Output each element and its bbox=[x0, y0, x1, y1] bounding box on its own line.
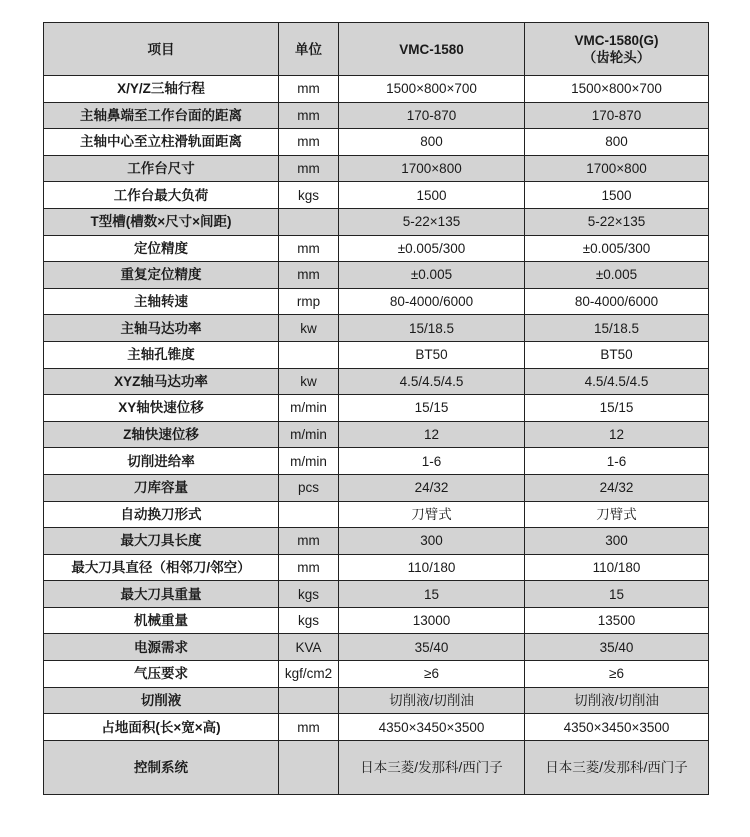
spec-item-cell: X/Y/Z三轴行程 bbox=[44, 76, 279, 103]
spec-model-b-cell: 12 bbox=[525, 421, 709, 448]
spec-model-b-cell: ±0.005 bbox=[525, 262, 709, 289]
spec-unit-cell: kgs bbox=[279, 182, 339, 209]
spec-model-a-cell: 1500×800×700 bbox=[339, 76, 525, 103]
table-row bbox=[44, 368, 709, 395]
table-row bbox=[44, 448, 709, 475]
spec-model-a-cell: 1-6 bbox=[339, 448, 525, 475]
spec-model-a-cell: 刀臂式 bbox=[339, 501, 525, 528]
table-row bbox=[44, 607, 709, 634]
spec-item-cell: 刀库容量 bbox=[44, 474, 279, 501]
spec-item-cell: 定位精度 bbox=[44, 235, 279, 262]
table-row bbox=[44, 155, 709, 182]
spec-item-cell: 重复定位精度 bbox=[44, 262, 279, 289]
spec-model-a-cell: 4.5/4.5/4.5 bbox=[339, 368, 525, 395]
spec-unit-cell: kw bbox=[279, 315, 339, 342]
spec-unit-cell: m/min bbox=[279, 421, 339, 448]
spec-model-b-cell: 15 bbox=[525, 581, 709, 608]
spec-model-a-cell: 80-4000/6000 bbox=[339, 288, 525, 315]
spec-unit-cell: mm bbox=[279, 155, 339, 182]
spec-unit-cell: mm bbox=[279, 528, 339, 555]
spec-item-cell: 最大刀具重量 bbox=[44, 581, 279, 608]
spec-unit-cell: mm bbox=[279, 554, 339, 581]
spec-item-cell: 主轴马达功率 bbox=[44, 315, 279, 342]
spec-unit-cell bbox=[279, 208, 339, 235]
header-model-a: VMC-1580 bbox=[339, 23, 525, 76]
table-row bbox=[44, 262, 709, 289]
spec-model-b-cell: 24/32 bbox=[525, 474, 709, 501]
table-row bbox=[44, 634, 709, 661]
spec-unit-cell bbox=[279, 501, 339, 528]
spec-unit-cell: KVA bbox=[279, 634, 339, 661]
spec-unit-cell: mm bbox=[279, 235, 339, 262]
spec-body bbox=[44, 76, 709, 795]
spec-model-a-cell: 12 bbox=[339, 421, 525, 448]
spec-unit-cell bbox=[279, 740, 339, 794]
spec-model-a-cell: 35/40 bbox=[339, 634, 525, 661]
spec-model-a-cell: 170-870 bbox=[339, 102, 525, 129]
header-row bbox=[44, 23, 709, 76]
spec-item-cell: 控制系统 bbox=[44, 740, 279, 794]
spec-item-cell: 最大刀具长度 bbox=[44, 528, 279, 555]
spec-unit-cell: mm bbox=[279, 714, 339, 741]
spec-unit-cell: kgs bbox=[279, 607, 339, 634]
table-row bbox=[44, 341, 709, 368]
spec-item-cell: 自动换刀形式 bbox=[44, 501, 279, 528]
table-row bbox=[44, 421, 709, 448]
spec-item-cell: 机械重量 bbox=[44, 607, 279, 634]
spec-item-cell: 主轴孔锥度 bbox=[44, 341, 279, 368]
spec-item-cell: Z轴快速位移 bbox=[44, 421, 279, 448]
spec-model-b-cell: 4.5/4.5/4.5 bbox=[525, 368, 709, 395]
spec-model-b-cell: ±0.005/300 bbox=[525, 235, 709, 262]
spec-model-b-cell: 13500 bbox=[525, 607, 709, 634]
spec-model-a-cell: 15/15 bbox=[339, 395, 525, 422]
spec-item-cell: 气压要求 bbox=[44, 661, 279, 688]
table-row bbox=[44, 687, 709, 714]
spec-model-a-cell: ≥6 bbox=[339, 661, 525, 688]
spec-model-b-cell: 800 bbox=[525, 129, 709, 156]
spec-item-cell: 主轴转速 bbox=[44, 288, 279, 315]
spec-model-a-cell: 110/180 bbox=[339, 554, 525, 581]
spec-item-cell: 最大刀具直径（相邻刀/邻空） bbox=[44, 554, 279, 581]
spec-item-cell: 占地面积(长×宽×高) bbox=[44, 714, 279, 741]
spec-model-a-cell: 5-22×135 bbox=[339, 208, 525, 235]
spec-unit-cell: mm bbox=[279, 129, 339, 156]
spec-item-cell: 工作台尺寸 bbox=[44, 155, 279, 182]
spec-unit-cell: kgf/cm2 bbox=[279, 661, 339, 688]
table-row bbox=[44, 501, 709, 528]
table-row bbox=[44, 315, 709, 342]
spec-model-a-cell: 15/18.5 bbox=[339, 315, 525, 342]
spec-unit-cell: mm bbox=[279, 102, 339, 129]
spec-item-cell: 主轴鼻端至工作台面的距离 bbox=[44, 102, 279, 129]
table-row bbox=[44, 581, 709, 608]
spec-table bbox=[43, 22, 709, 795]
spec-model-a-cell: 1700×800 bbox=[339, 155, 525, 182]
spec-model-b-cell: ≥6 bbox=[525, 661, 709, 688]
spec-model-b-cell: 5-22×135 bbox=[525, 208, 709, 235]
table-row bbox=[44, 208, 709, 235]
spec-unit-cell: pcs bbox=[279, 474, 339, 501]
spec-unit-cell: m/min bbox=[279, 448, 339, 475]
table-row bbox=[44, 129, 709, 156]
spec-model-a-cell: 日本三菱/发那科/西门子 bbox=[339, 740, 525, 794]
spec-model-b-cell: 日本三菱/发那科/西门子 bbox=[525, 740, 709, 794]
spec-model-a-cell: 1500 bbox=[339, 182, 525, 209]
table-row bbox=[44, 395, 709, 422]
table-row bbox=[44, 76, 709, 103]
header-item: 项目 bbox=[44, 23, 279, 76]
table-row bbox=[44, 288, 709, 315]
spec-model-a-cell: 13000 bbox=[339, 607, 525, 634]
spec-model-b-cell: 80-4000/6000 bbox=[525, 288, 709, 315]
table-row bbox=[44, 528, 709, 555]
spec-model-b-cell: 1700×800 bbox=[525, 155, 709, 182]
spec-model-b-cell: BT50 bbox=[525, 341, 709, 368]
spec-item-cell: 工作台最大负荷 bbox=[44, 182, 279, 209]
spec-unit-cell bbox=[279, 341, 339, 368]
spec-model-a-cell: 24/32 bbox=[339, 474, 525, 501]
spec-model-b-cell: 1-6 bbox=[525, 448, 709, 475]
spec-item-cell: XY轴快速位移 bbox=[44, 395, 279, 422]
spec-model-a-cell: 15 bbox=[339, 581, 525, 608]
spec-unit-cell: rmp bbox=[279, 288, 339, 315]
spec-unit-cell: kw bbox=[279, 368, 339, 395]
spec-model-a-cell: 4350×3450×3500 bbox=[339, 714, 525, 741]
spec-item-cell: XYZ轴马达功率 bbox=[44, 368, 279, 395]
spec-model-a-cell: 300 bbox=[339, 528, 525, 555]
header-model-b bbox=[525, 23, 709, 76]
spec-model-b-cell: 刀臂式 bbox=[525, 501, 709, 528]
table-row bbox=[44, 474, 709, 501]
header-unit: 单位 bbox=[279, 23, 339, 76]
spec-model-b-cell: 15/15 bbox=[525, 395, 709, 422]
spec-model-b-cell: 300 bbox=[525, 528, 709, 555]
spec-model-b-cell: 1500 bbox=[525, 182, 709, 209]
table-row bbox=[44, 661, 709, 688]
spec-model-b-cell: 4350×3450×3500 bbox=[525, 714, 709, 741]
spec-model-b-cell: 35/40 bbox=[525, 634, 709, 661]
spec-model-a-cell: ±0.005/300 bbox=[339, 235, 525, 262]
spec-model-b-cell: 110/180 bbox=[525, 554, 709, 581]
table-row bbox=[44, 714, 709, 741]
spec-unit-cell: mm bbox=[279, 262, 339, 289]
spec-model-b-cell: 1500×800×700 bbox=[525, 76, 709, 103]
table-row bbox=[44, 554, 709, 581]
spec-unit-cell: kgs bbox=[279, 581, 339, 608]
spec-item-cell: T型槽(槽数×尺寸×间距) bbox=[44, 208, 279, 235]
table-row bbox=[44, 740, 709, 794]
table-row bbox=[44, 182, 709, 209]
spec-unit-cell: m/min bbox=[279, 395, 339, 422]
spec-item-cell: 切削进给率 bbox=[44, 448, 279, 475]
spec-model-a-cell: BT50 bbox=[339, 341, 525, 368]
spec-unit-cell bbox=[279, 687, 339, 714]
header-model-b-name: VMC-1580(G) bbox=[574, 33, 659, 48]
table-row bbox=[44, 235, 709, 262]
spec-model-b-cell: 切削液/切削油 bbox=[525, 687, 709, 714]
table-row bbox=[44, 102, 709, 129]
spec-model-b-cell: 170-870 bbox=[525, 102, 709, 129]
spec-model-b-cell: 15/18.5 bbox=[525, 315, 709, 342]
spec-model-a-cell: ±0.005 bbox=[339, 262, 525, 289]
spec-item-cell: 切削液 bbox=[44, 687, 279, 714]
spec-model-a-cell: 800 bbox=[339, 129, 525, 156]
spec-item-cell: 电源需求 bbox=[44, 634, 279, 661]
spec-item-cell: 主轴中心至立柱滑轨面距离 bbox=[44, 129, 279, 156]
spec-model-a-cell: 切削液/切削油 bbox=[339, 687, 525, 714]
header-model-b-note: （齿轮头） bbox=[582, 50, 651, 65]
spec-unit-cell: mm bbox=[279, 76, 339, 103]
